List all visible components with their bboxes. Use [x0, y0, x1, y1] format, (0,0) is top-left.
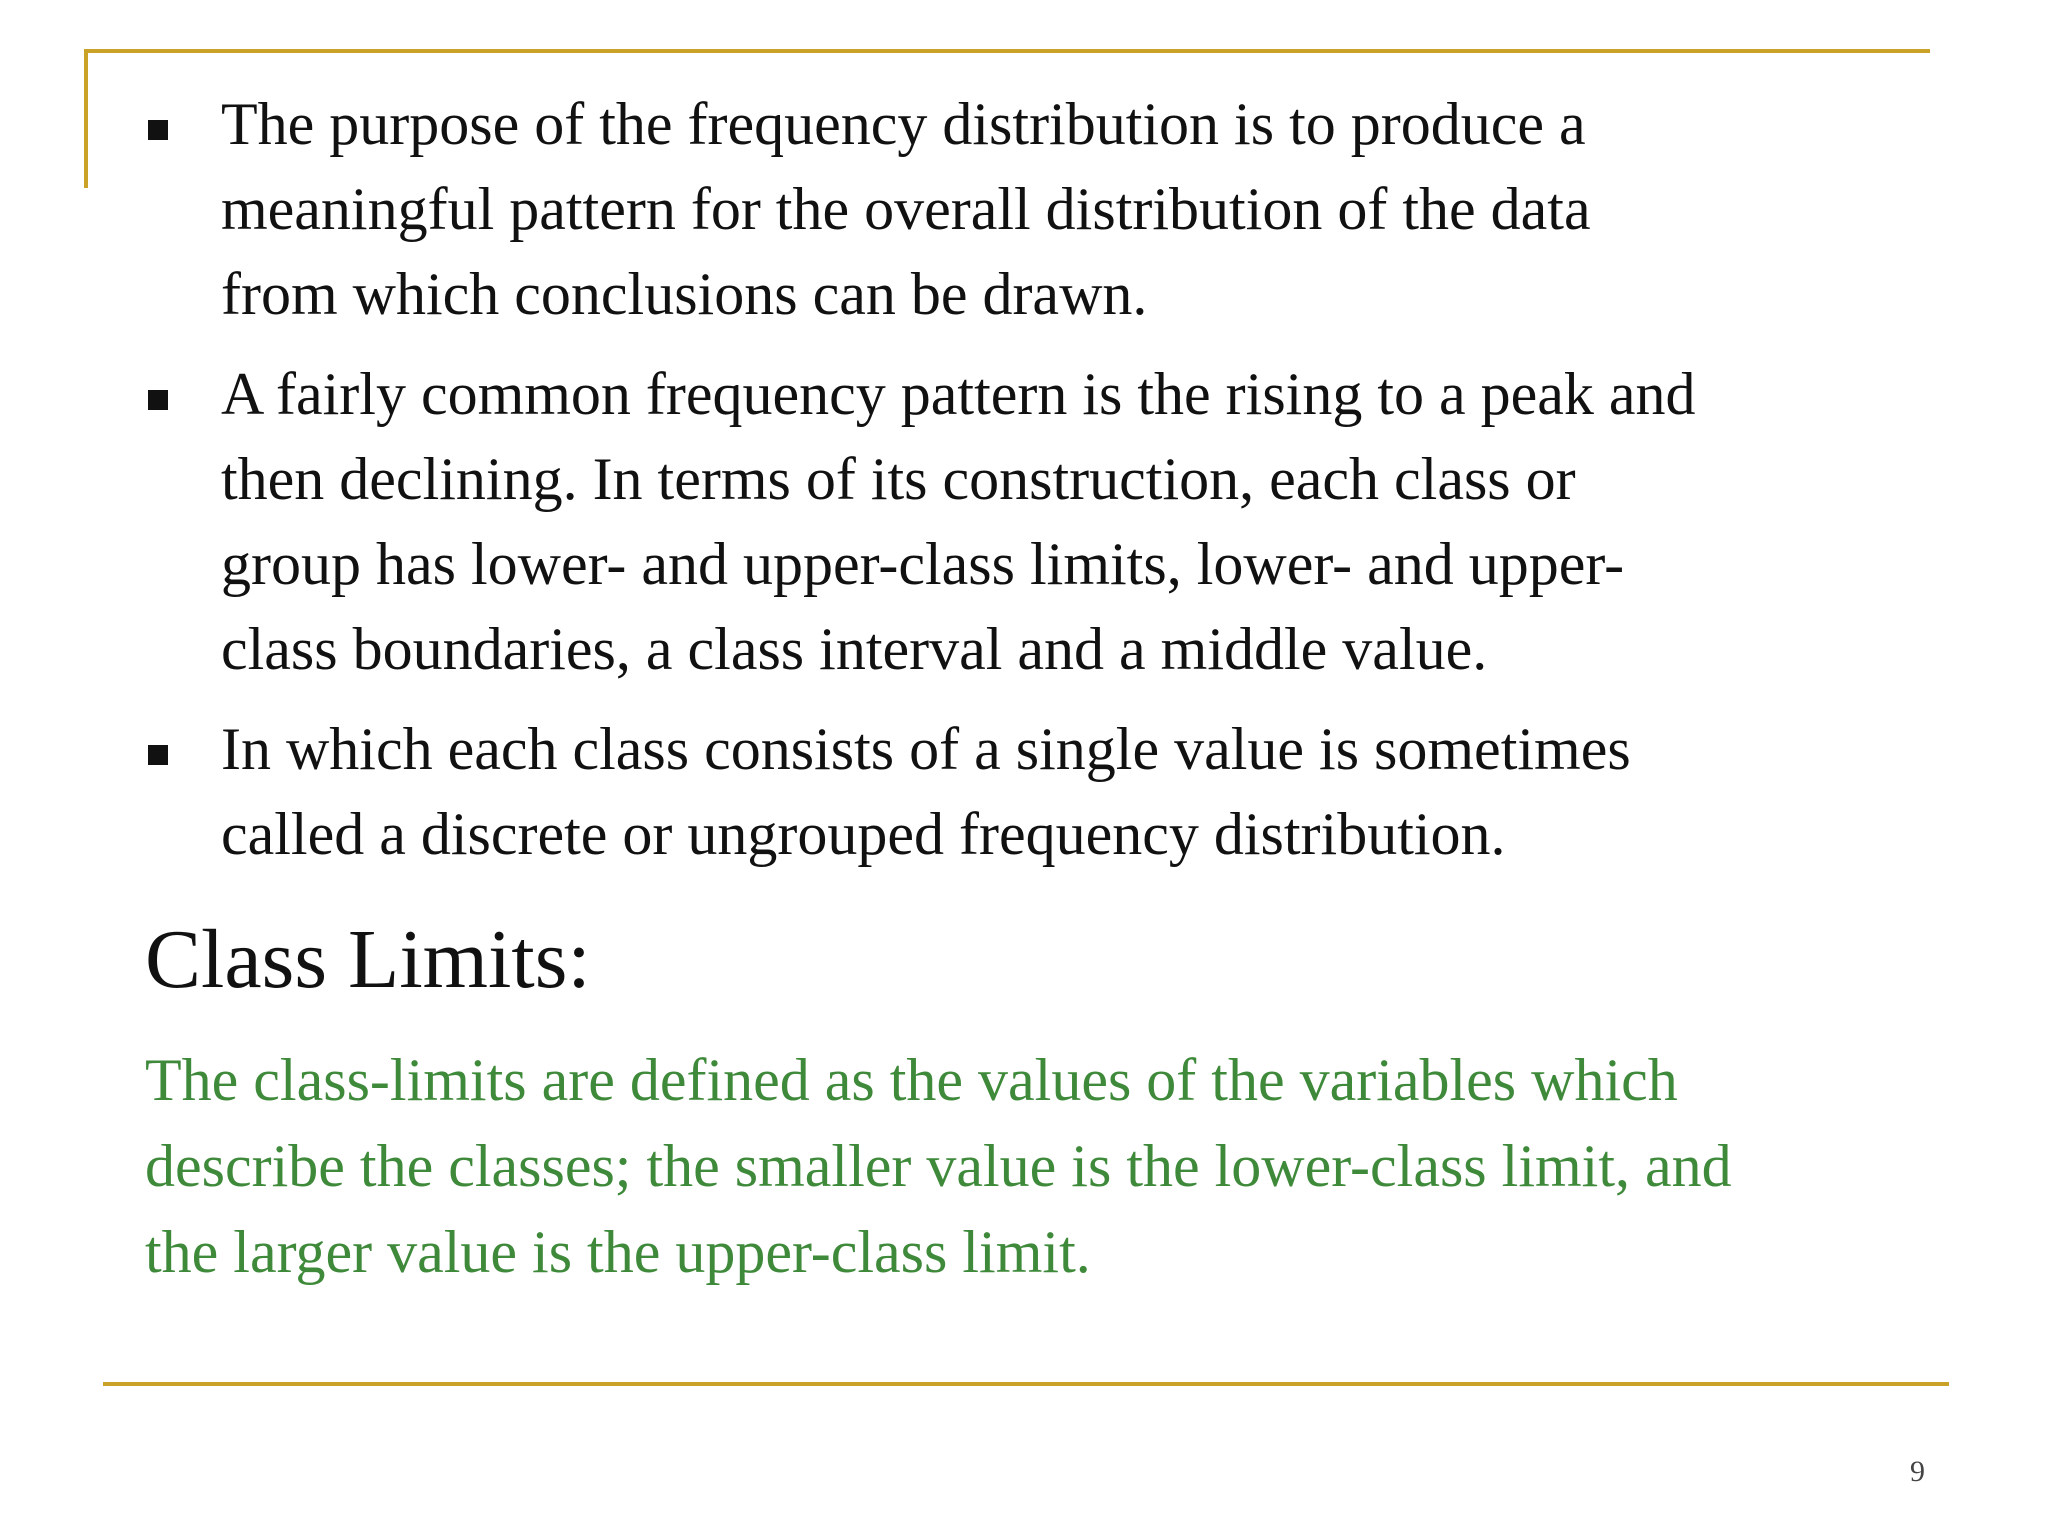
square-bullet-icon — [148, 120, 168, 140]
bullet-line: group has lower- and upper-class limits, lower- and upper- — [221, 531, 1625, 597]
bullet-text — [221, 82, 1945, 337]
page-number: 9 — [1910, 1455, 1925, 1488]
square-bullet-icon — [148, 745, 168, 765]
bullet-line: then declining. In terms of its construction, each class or — [221, 446, 1576, 512]
class-limits-definition — [145, 1037, 1945, 1295]
bullet-text — [221, 707, 1945, 877]
bullet-line: class boundaries, a class interval and a middle value. — [221, 616, 1488, 682]
left-frame-rule — [84, 49, 88, 188]
bullet-item-purpose — [145, 82, 1945, 337]
definition-line: the larger value is the upper-class limit. — [145, 1219, 1091, 1285]
bottom-frame-rule — [103, 1382, 1949, 1386]
top-frame-rule — [84, 49, 1930, 53]
bullet-line: called a discrete or ungrouped frequency distribution. — [221, 801, 1506, 867]
bullet-line: A fairly common frequency pattern is the rising to a peak and — [221, 361, 1696, 427]
bullet-line: The purpose of the frequency distribution is to produce a — [221, 91, 1586, 157]
section-heading: Class Limits: — [145, 913, 591, 1006]
bullet-item-discrete — [145, 707, 1945, 877]
bullet-list — [145, 82, 1945, 877]
bullet-line: In which each class consists of a single value is sometimes — [221, 716, 1631, 782]
bullet-text — [221, 352, 1945, 692]
bullet-line: from which conclusions can be drawn. — [221, 261, 1148, 327]
bullet-line: meaningful pattern for the overall distribution of the data — [221, 176, 1591, 242]
definition-line: The class-limits are defined as the values of the variables which — [145, 1047, 1678, 1113]
square-bullet-icon — [148, 390, 168, 410]
bullet-item-pattern — [145, 352, 1945, 692]
slide-content — [145, 82, 1945, 1295]
definition-line: describe the classes; the smaller value is the lower-class limit, and — [145, 1133, 1732, 1199]
